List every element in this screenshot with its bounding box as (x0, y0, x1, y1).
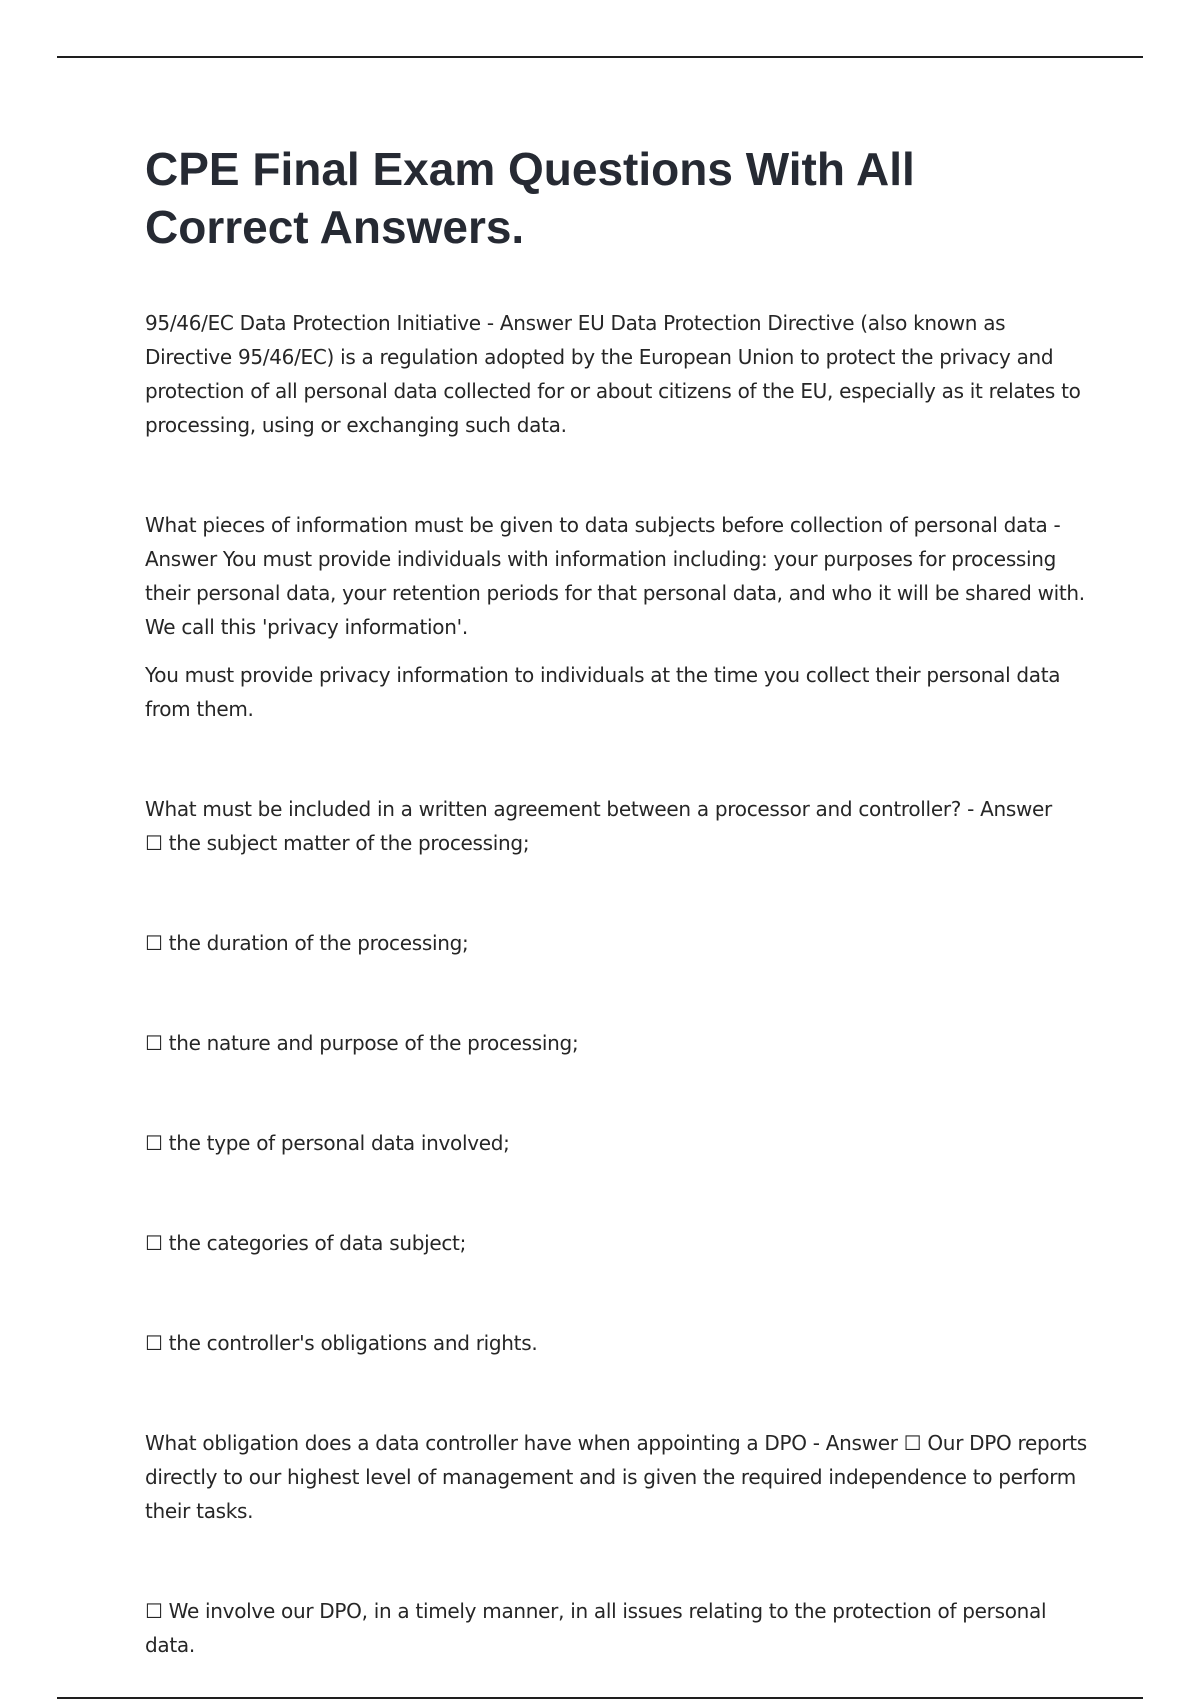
bottom-divider (57, 1697, 1143, 1699)
agreement-item-subject-matter: ☐ the subject matter of the processing; (145, 831, 530, 855)
dpo-item-timely-involvement: ☐ We involve our DPO, in a timely manner, in all issues relating to the protection of personal data. (145, 1599, 1047, 1657)
document-title: CPE Final Exam Questions With All Correct Answers. (145, 143, 915, 253)
agreement-item-nature-purpose: ☐ the nature and purpose of the processing; (145, 1031, 579, 1055)
document-body (145, 140, 1091, 1662)
qa-data-protection-initiative: 95/46/EC Data Protection Initiative - Answer EU Data Protection Directive (also known as Directive 95/46/EC) is a regulation adopted by the European Union to protect the privacy and protection of all personal data collected for or about citizens of the EU, especially as it relates to processing, using or exchanging such data. (145, 311, 1081, 437)
agreement-item-controller-obligations: ☐ the controller's obligations and rights. (145, 1331, 538, 1355)
top-divider (57, 56, 1143, 58)
agreement-item-data-subject-categories: ☐ the categories of data subject; (145, 1231, 467, 1255)
qa-information-before-collection: What pieces of information must be given to data subjects before collection of personal data - Answer You must provide individuals with information including: your purposes for processing their personal data, your retention periods for that personal data, and who it will be shared with. We call this 'privacy information'. (145, 513, 1085, 639)
qa-information-before-collection-continued: You must provide privacy information to individuals at the time you collect their personal data from them. (145, 663, 1061, 721)
agreement-item-duration: ☐ the duration of the processing; (145, 931, 469, 955)
qa-written-agreement-question: What must be included in a written agreement between a processor and controller? - Answer (145, 797, 1052, 821)
agreement-item-data-type: ☐ the type of personal data involved; (145, 1131, 510, 1155)
qa-dpo-obligation: What obligation does a data controller have when appointing a DPO - Answer ☐ Our DPO reports directly to our highest level of management and is given the required independence to perform their tasks. (145, 1431, 1087, 1523)
